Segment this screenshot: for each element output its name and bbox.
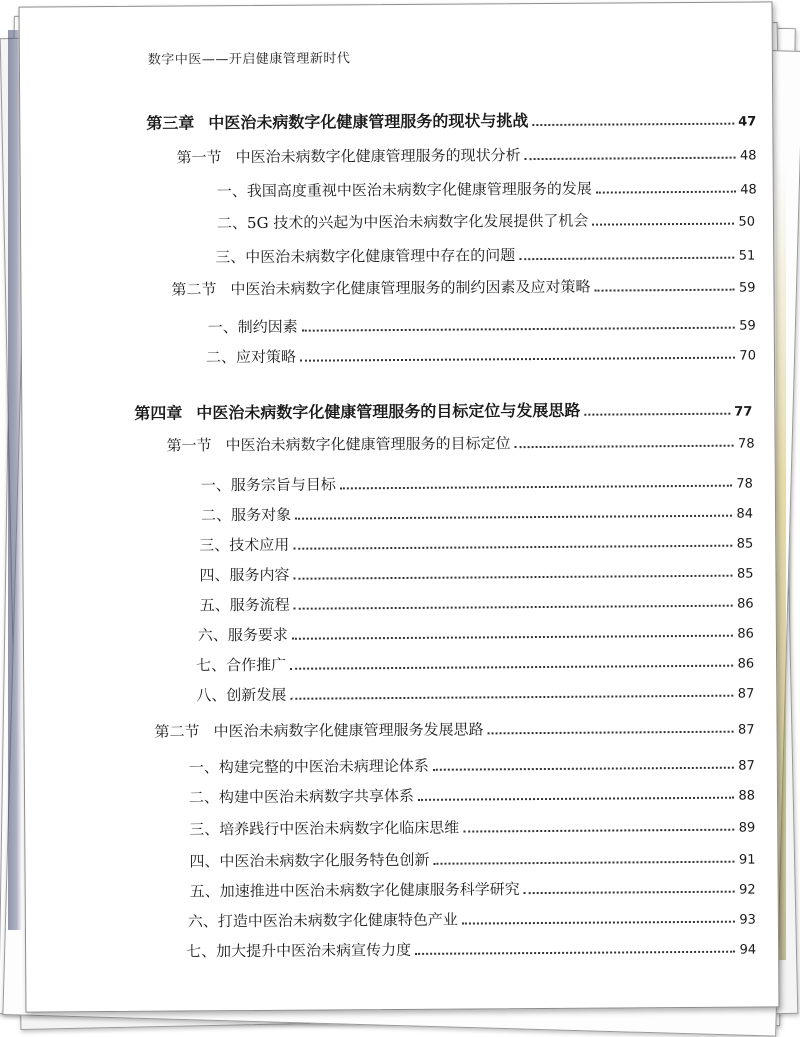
section-number: 第二节 bbox=[171, 280, 217, 299]
leader-dots bbox=[515, 445, 734, 449]
page-number: 48 bbox=[740, 182, 757, 198]
page-number: 78 bbox=[736, 476, 753, 492]
page-number: 94 bbox=[739, 942, 757, 958]
toc-page bbox=[18, 1, 779, 1012]
toc-item[interactable] bbox=[215, 243, 755, 268]
page-number: 85 bbox=[736, 566, 754, 582]
leader-dots bbox=[462, 921, 735, 925]
item-title: 六、打造中医治未病数字化健康特色产业 bbox=[187, 910, 458, 931]
item-title: 六、服务要求 bbox=[197, 625, 288, 645]
item-title: 二、服务对象 bbox=[200, 505, 292, 525]
leader-dots bbox=[300, 357, 735, 362]
toc-item[interactable] bbox=[189, 847, 755, 872]
item-title: 一、服务宗旨与目标 bbox=[200, 475, 336, 495]
page-number: 48 bbox=[739, 148, 757, 164]
item-title: 五、服务流程 bbox=[199, 595, 290, 615]
page-number: 89 bbox=[738, 820, 756, 836]
chapter-title: 中医治未病数字化健康管理服务的目标定位与发展思路 bbox=[196, 400, 581, 423]
toc-section[interactable] bbox=[166, 431, 754, 456]
leader-dots bbox=[302, 327, 735, 332]
item-title: 四、中医治未病数字化服务特色创新 bbox=[189, 850, 430, 871]
leader-dots bbox=[290, 695, 733, 700]
toc-section[interactable] bbox=[176, 142, 756, 167]
leader-dots bbox=[463, 829, 734, 833]
toc-section[interactable] bbox=[154, 717, 754, 742]
item-title: 一、我国高度重视中医治未病数字化健康管理服务的发展 bbox=[216, 179, 592, 201]
running-header: 数字中医——开启健康管理新时代 bbox=[147, 51, 351, 68]
leader-dots bbox=[295, 515, 732, 520]
toc-chapter-4[interactable] bbox=[134, 397, 752, 424]
page-number: 78 bbox=[737, 436, 755, 452]
item-title: 七、加大提升中医治未病宣传力度 bbox=[186, 940, 412, 961]
item-title: 三、中医治未病数字化健康管理中存在的问题 bbox=[215, 246, 516, 267]
leader-dots bbox=[294, 575, 733, 580]
toc-item[interactable] bbox=[199, 561, 753, 586]
section-title: 中医治未病数字化健康管理服务的现状分析 bbox=[235, 146, 521, 167]
item-title: 四、服务内容 bbox=[199, 565, 290, 585]
toc-item[interactable] bbox=[189, 783, 755, 808]
leader-dots bbox=[415, 951, 735, 955]
leader-dots bbox=[488, 731, 734, 735]
toc-item[interactable] bbox=[196, 651, 754, 676]
page-number: 86 bbox=[737, 656, 755, 672]
toc-item[interactable] bbox=[190, 877, 756, 902]
chapter-number: 第三章 bbox=[146, 113, 195, 133]
page-number: 93 bbox=[739, 912, 756, 928]
toc-item[interactable] bbox=[200, 591, 754, 616]
leader-dots bbox=[525, 157, 736, 160]
item-title: 三、技术应用 bbox=[199, 535, 290, 555]
leader-dots bbox=[595, 289, 735, 292]
leader-dots bbox=[433, 767, 734, 771]
page-number: 59 bbox=[738, 280, 756, 296]
section-title: 中医治未病数字化健康管理服务的制约因素及应对策略 bbox=[230, 277, 591, 299]
item-title: 二、5G 技术的兴起为中医治未病数字化发展提供了机会 bbox=[216, 211, 589, 233]
leader-dots bbox=[524, 891, 735, 894]
leader-dots bbox=[584, 413, 730, 416]
chapter-title: 中医治未病数字化健康管理服务的现状与挑战 bbox=[208, 111, 529, 133]
section-title: 中医治未病数字化健康管理服务的目标定位 bbox=[225, 434, 511, 455]
item-title: 五、加速推进中医治未病数字化健康服务科学研究 bbox=[189, 880, 520, 901]
page-number: 85 bbox=[736, 536, 754, 552]
page-number: 87 bbox=[737, 722, 755, 738]
page-number: 59 bbox=[739, 318, 756, 334]
chapter-number: 第四章 bbox=[134, 403, 183, 423]
leader-dots bbox=[293, 545, 732, 550]
item-title: 七、合作推广 bbox=[196, 655, 287, 675]
page-number: 84 bbox=[736, 506, 754, 522]
item-title: 三、培养践行中医治未病数字化临床思维 bbox=[189, 818, 460, 839]
section-number: 第二节 bbox=[154, 722, 200, 741]
toc-item[interactable] bbox=[189, 753, 755, 778]
page-number: 87 bbox=[738, 758, 755, 774]
page-number: 50 bbox=[738, 214, 756, 230]
page-number: 51 bbox=[738, 248, 756, 264]
leader-dots bbox=[290, 665, 733, 670]
page-number: 92 bbox=[739, 882, 756, 898]
toc-item[interactable] bbox=[198, 621, 754, 646]
item-title: 一、制约因素 bbox=[207, 317, 298, 337]
toc-item[interactable] bbox=[201, 501, 753, 526]
page-number: 87 bbox=[737, 686, 755, 702]
page-number: 88 bbox=[738, 788, 756, 804]
leader-dots bbox=[434, 861, 735, 865]
item-title: 一、构建完整的中医治未病理论体系 bbox=[188, 756, 429, 777]
leader-dots bbox=[596, 191, 736, 194]
leader-dots bbox=[340, 485, 732, 490]
page-number: 91 bbox=[738, 852, 756, 868]
toc-chapter-3[interactable] bbox=[146, 106, 756, 133]
leader-dots bbox=[292, 635, 733, 640]
toc-item[interactable] bbox=[206, 343, 756, 368]
leader-dots bbox=[592, 223, 734, 226]
toc-item[interactable] bbox=[208, 313, 756, 338]
page-number: 86 bbox=[737, 626, 754, 642]
leader-dots bbox=[532, 123, 734, 126]
toc-item[interactable] bbox=[186, 937, 756, 962]
item-title: 八、创新发展 bbox=[196, 685, 287, 705]
toc-item[interactable] bbox=[199, 531, 753, 556]
toc-section[interactable] bbox=[171, 275, 755, 300]
item-title: 二、构建中医治未病数字共享体系 bbox=[188, 786, 415, 807]
section-number: 第一节 bbox=[176, 148, 222, 167]
toc-item[interactable] bbox=[188, 907, 756, 932]
toc-item[interactable] bbox=[217, 176, 757, 201]
page-number: 86 bbox=[737, 596, 754, 612]
page-number: 70 bbox=[739, 348, 757, 364]
section-number: 第一节 bbox=[166, 436, 212, 455]
leader-dots bbox=[418, 797, 734, 801]
toc-item[interactable] bbox=[217, 209, 755, 234]
leader-dots bbox=[294, 605, 733, 610]
page-number: 47 bbox=[738, 114, 757, 130]
toc-item[interactable] bbox=[196, 681, 754, 706]
toc-item[interactable] bbox=[189, 815, 755, 840]
leader-dots bbox=[519, 257, 734, 261]
item-title: 二、应对策略 bbox=[205, 347, 297, 367]
section-title: 中医治未病数字化健康管理服务发展思路 bbox=[213, 720, 484, 741]
page-number: 77 bbox=[734, 404, 753, 420]
toc-item[interactable] bbox=[201, 471, 753, 496]
